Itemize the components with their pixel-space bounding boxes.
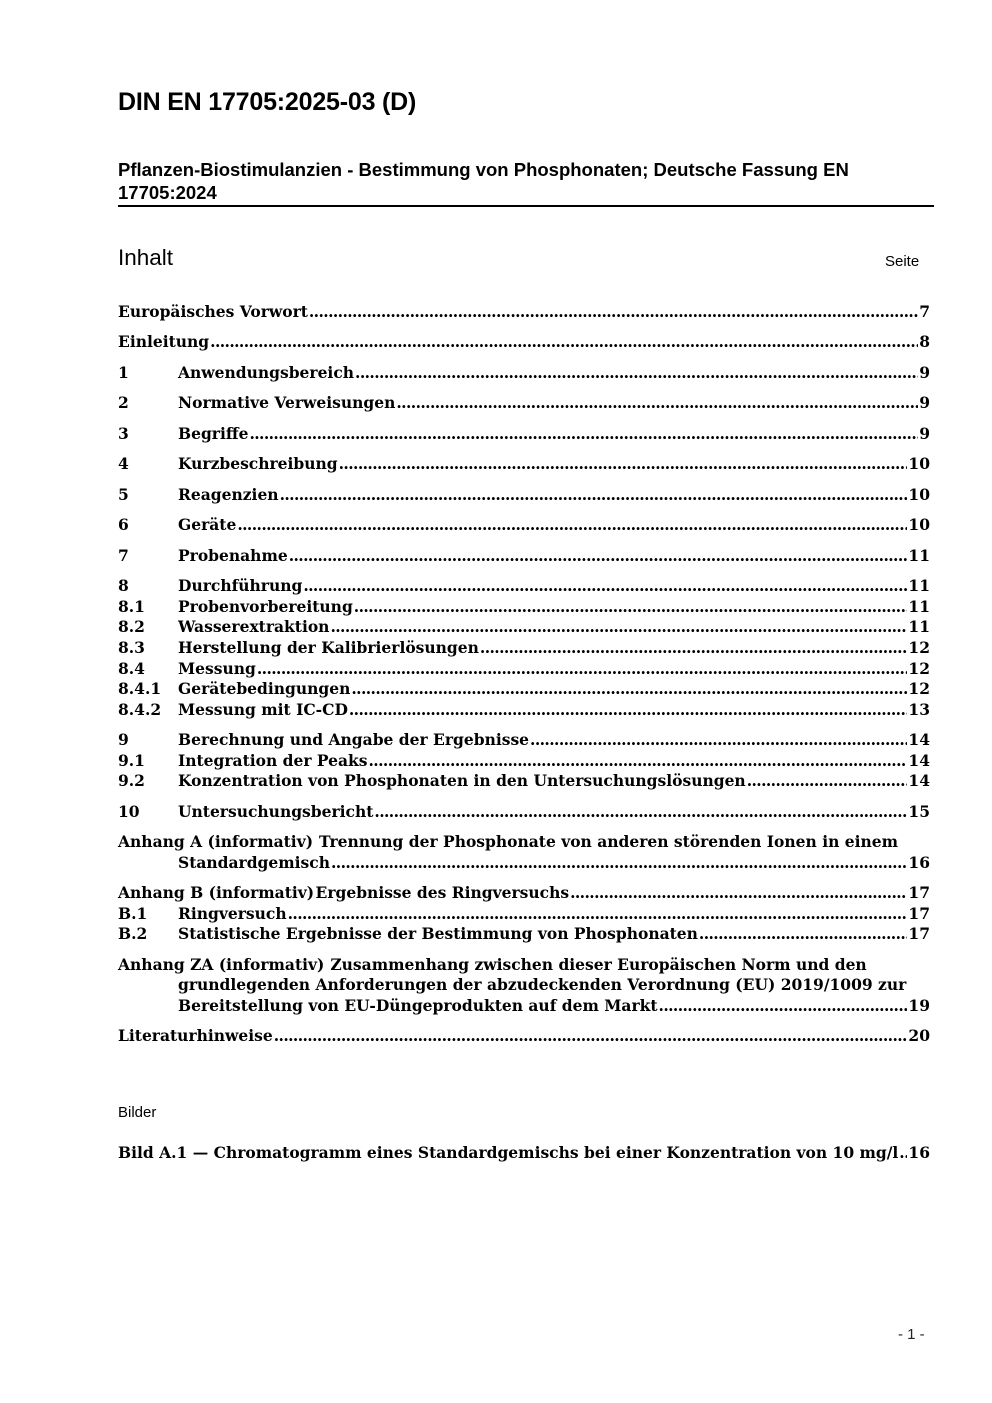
toc-entry-number: 8.4.1 — [118, 679, 162, 698]
toc-entry-b-2[interactable] — [118, 924, 930, 944]
toc-entry-page: 8 — [919, 332, 930, 351]
toc-entry-number: 3 — [118, 424, 129, 443]
toc-entry-literatur[interactable] — [118, 1026, 930, 1046]
toc-annex-za-line-1[interactable] — [118, 955, 867, 975]
document-title: DIN EN 17705:2025-03 (D) — [118, 88, 417, 116]
toc-entry-8-2[interactable] — [118, 617, 930, 637]
dot-leader — [274, 1026, 908, 1046]
toc-entry-page: 9 — [919, 393, 930, 412]
title-divider — [118, 205, 934, 207]
toc-entry-7[interactable] — [118, 546, 930, 566]
toc-entry-number: 10 — [118, 802, 140, 821]
toc-entry-page: 10 — [908, 485, 930, 504]
toc-entry-page: 9 — [919, 363, 930, 382]
toc-entry-5[interactable] — [118, 485, 930, 505]
toc-annex-za-line-2[interactable] — [178, 975, 906, 995]
toc-entry-title: Ringversuch — [178, 904, 287, 923]
dot-leader — [288, 904, 908, 924]
toc-entry-title: Bereitstellung von EU-Düngeprodukten auf dem Markt — [178, 996, 658, 1015]
toc-entry-title: Geräte — [178, 515, 237, 534]
dot-leader — [354, 597, 908, 617]
toc-entry-page: 12 — [908, 679, 930, 698]
toc-entry-number: 6 — [118, 515, 129, 534]
toc-entry-page: 7 — [919, 302, 930, 321]
page-column-label: Seite — [885, 253, 920, 270]
toc-entry-number: 8.1 — [118, 597, 145, 616]
dot-leader — [289, 546, 908, 566]
toc-annex-title: grundlegenden Anforderungen der abzudeckenden Verordnung (EU) 2019/1009 zur — [178, 975, 907, 994]
toc-entry-8-1[interactable] — [118, 597, 930, 617]
toc-entry-page: 9 — [919, 424, 930, 443]
toc-annex-label: Anhang A (informativ) — [118, 832, 314, 851]
toc-entry-number: 5 — [118, 485, 129, 504]
toc-entry-number: 9 — [118, 730, 129, 749]
toc-entry-title: Gerätebedingungen — [178, 679, 351, 698]
toc-entry-8-4[interactable] — [118, 659, 930, 679]
toc-entry-page: 10 — [908, 454, 930, 473]
toc-entry-page: 14 — [908, 751, 930, 770]
page-number: - 1 - — [898, 1326, 925, 1343]
toc-entry-page: 14 — [908, 730, 930, 749]
document-subtitle: Pflanzen-Biostimulanzien - Bestimmung von Phosphonaten; Deutsche Fassung EN 17705:2024 — [118, 159, 849, 203]
toc-entry-10[interactable] — [118, 802, 930, 822]
toc-entry-page: 13 — [908, 700, 930, 719]
dot-leader — [530, 730, 907, 750]
toc-entry-9[interactable] — [118, 730, 930, 750]
toc-entry-8[interactable] — [118, 576, 930, 596]
toc-entry-page: 15 — [908, 802, 930, 821]
dot-leader — [349, 700, 908, 720]
toc-entry-8-3[interactable] — [118, 638, 930, 658]
toc-entry-3[interactable] — [118, 424, 930, 444]
toc-entry-8-4-2[interactable] — [118, 700, 930, 720]
toc-entry-8-4-1[interactable] — [118, 679, 930, 699]
dot-leader — [480, 638, 908, 658]
toc-entry-title: Einleitung — [118, 332, 210, 351]
figures-heading: Bilder — [118, 1104, 157, 1121]
toc-entry-title: Standardgemisch — [178, 853, 330, 872]
toc-entry-2[interactable] — [118, 393, 930, 413]
toc-entry-page: 17 — [908, 904, 930, 923]
toc-entry-1[interactable] — [118, 363, 930, 383]
toc-heading: Inhalt — [118, 245, 174, 270]
toc-entry-page: 14 — [908, 771, 930, 790]
dot-leader — [570, 883, 907, 903]
dot-leader — [396, 393, 918, 413]
toc-entry-title: Literaturhinweise — [118, 1026, 273, 1045]
toc-entry-page: 11 — [908, 597, 930, 616]
toc-entry-number: B.1 — [118, 904, 148, 923]
toc-entry-page: 20 — [908, 1026, 930, 1045]
toc-entry-title: Untersuchungsbericht — [178, 802, 374, 821]
dot-leader — [369, 751, 908, 771]
dot-leader — [699, 924, 908, 944]
dot-leader — [257, 659, 908, 679]
dot-leader — [249, 424, 918, 444]
toc-entry-title: Probenahme — [178, 546, 288, 565]
toc-entry-number: 2 — [118, 393, 129, 412]
toc-entry-title: Begriffe — [178, 424, 249, 443]
toc-entry-number: 8.4 — [118, 659, 145, 678]
toc-entry-title: Probenvorbereitung — [178, 597, 353, 616]
dot-leader — [659, 996, 908, 1016]
dot-leader — [747, 771, 908, 791]
toc-entry-title: Ergebnisse des Ringversuchs — [315, 883, 570, 902]
toc-entry-title: Integration der Peaks — [178, 751, 368, 770]
toc-entry-b-1[interactable] — [118, 904, 930, 924]
dot-leader — [280, 485, 908, 505]
toc-entry-einleitung[interactable] — [118, 332, 930, 352]
toc-entry-number: 8 — [118, 576, 129, 595]
toc-annex-label: Anhang ZA (informativ) — [118, 955, 325, 974]
dot-leader — [339, 454, 908, 474]
dot-leader — [899, 1143, 907, 1163]
toc-entry-title: Normative Verweisungen — [178, 393, 396, 412]
toc-entry-page: 11 — [908, 617, 930, 636]
dot-leader — [237, 515, 907, 535]
toc-entry-number: 9.1 — [118, 751, 145, 770]
toc-entry-title: Berechnung und Angabe der Ergebnisse — [178, 730, 530, 749]
toc-annex-za-line-3[interactable] — [118, 996, 930, 1016]
toc-entry-page: 12 — [908, 659, 930, 678]
toc-entry-title: Reagenzien — [178, 485, 279, 504]
toc-entry-number: 9.2 — [118, 771, 145, 790]
figure-entry-a-1[interactable] — [118, 1143, 930, 1163]
toc-entry-title: Europäisches Vorwort — [118, 302, 308, 321]
toc-entry-page: 10 — [908, 515, 930, 534]
toc-entry-number: 8.3 — [118, 638, 145, 657]
toc-annex-a-line-1[interactable] — [118, 832, 898, 852]
toc-entry-title: Konzentration von Phosphonaten in den Untersuchungslösungen — [178, 771, 746, 790]
toc-entry-number: 7 — [118, 546, 129, 565]
toc-entry-page: 17 — [908, 883, 930, 902]
toc-entry-page: 11 — [908, 576, 930, 595]
toc-entry-4[interactable] — [118, 454, 930, 474]
dot-leader — [303, 576, 907, 596]
toc-entry-title: Herstellung der Kalibrierlösungen — [178, 638, 479, 657]
toc-entry-page: 16 — [908, 853, 930, 872]
dot-leader — [351, 679, 907, 699]
toc-entry-6[interactable] — [118, 515, 930, 535]
toc-entry-page: 12 — [908, 638, 930, 657]
toc-entry-title: Anwendungsbereich — [178, 363, 355, 382]
dot-leader — [331, 853, 907, 873]
dot-leader — [210, 332, 918, 352]
toc-entry-vorwort[interactable] — [118, 302, 930, 322]
toc-entry-title: Statistische Ergebnisse der Bestimmung von Phosphonaten — [178, 924, 698, 943]
toc-entry-page: 19 — [908, 996, 930, 1015]
dot-leader — [330, 617, 907, 637]
toc-annex-a-line-2[interactable] — [118, 853, 930, 873]
toc-annex-title: Trennung der Phosphonate von anderen störenden Ionen in einem — [319, 832, 899, 851]
toc-entry-title: Durchführung — [178, 576, 303, 595]
dot-leader — [309, 302, 918, 322]
toc-entry-title: Messung mit IC-CD — [178, 700, 348, 719]
dot-leader — [374, 802, 907, 822]
toc-entry-number: 8.2 — [118, 617, 145, 636]
toc-entry-9-2[interactable] — [118, 771, 930, 791]
figure-entry-title: Bild A.1 — Chromatogramm eines Standardgemischs bei einer Konzentration von 10 mg/l — [118, 1143, 899, 1162]
toc-annex-b[interactable] — [118, 883, 930, 903]
toc-entry-9-1[interactable] — [118, 751, 930, 771]
dot-leader — [355, 363, 918, 383]
toc-entry-page: 11 — [908, 546, 930, 565]
toc-entry-page: 17 — [908, 924, 930, 943]
toc-entry-title: Kurzbeschreibung — [178, 454, 338, 473]
toc-entry-number: B.2 — [118, 924, 148, 943]
toc-annex-title: Zusammenhang zwischen dieser Europäischen Norm und den — [330, 955, 867, 974]
toc-entry-number: 8.4.2 — [118, 700, 162, 719]
toc-entry-title: Messung — [178, 659, 256, 678]
toc-entry-number: 4 — [118, 454, 129, 473]
toc-entry-title: Wasserextraktion — [178, 617, 330, 636]
toc-entry-number: 1 — [118, 363, 129, 382]
toc-annex-label: Anhang B (informativ) — [118, 883, 315, 902]
figure-entry-page: 16 — [908, 1143, 930, 1162]
